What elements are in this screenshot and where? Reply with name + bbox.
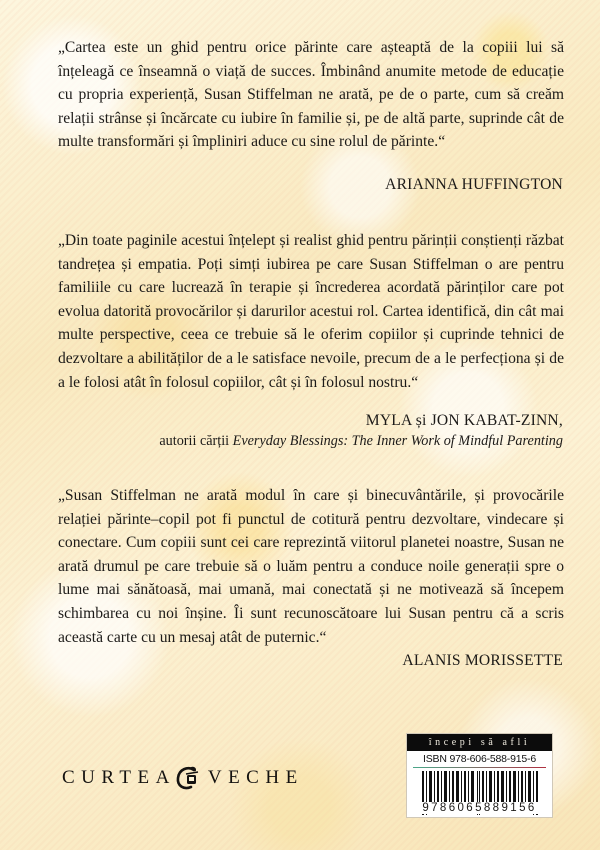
author-note-kabat-zinn [159, 433, 563, 450]
isbn-divider [413, 767, 546, 768]
publisher-name-right: VECHE [207, 767, 304, 788]
quote-huffington: „Cartea este un ghid pentru orice părinte care așteaptă de la copiii lui să înțeleagă ce înseamnă o viață de succes. Îmbinând anumite metode de educație cu propria experiență, Susan Stiffelman ne arată, pe de o parte, cum să creăm relații strânse și încărcate cu iubire în familie și, pe de altă parte, suprinde cât de multe transformări și împliniri aduce cu sine rolul de părinte.“ [58, 39, 564, 151]
isbn-tagline: începi să afli [407, 734, 552, 751]
isbn-barcode-box [406, 733, 553, 818]
quote-author-kabat-zinn: MYLA și JON KABAT-ZINN, [365, 412, 563, 429]
publisher-name-left: CURTEA [62, 767, 176, 788]
barcode-digits: 9786065889156 [422, 802, 537, 814]
quote-kabat-zinn: „Din toate paginile acestui înțelept și realist ghid pentru părinții conștienți răzbat tandrețea și empatia. Poți simți iubirea pe care Susan Stiffelman o are pentru familiile cu care lucrează în terapie și încrederea acordată părinților care pot evolua datorită provocărilor și darurilor acestui rol. Cartea identifică, din cât mai multe perspective, ceea ce trebuie să le oferim copiilor și cuprinde tehnici de dezvoltare a abilităților de a le satisface nevoile, precum de a le perfecționa și de a le folosi atât în folosul copiilor, cât și în folosul nostru.“ [58, 232, 564, 391]
quote-author-morissette: ALANIS MORISSETTE [402, 652, 563, 669]
publisher-logo [62, 764, 304, 792]
quote-author-huffington: ARIANNA HUFFINGTON [385, 176, 563, 193]
isbn-number: ISBN 978-606-588-915-6 [423, 753, 536, 765]
publisher-monogram-icon [174, 764, 202, 792]
quote-morissette: „Susan Stiffelman ne arată modul în care și binecuvântările, și provocările relației părinte–copil pot fi punctul de cotitură pentru dezvoltare, vindecare și conectare. Cum copiii sunt cei care reprezintă viitorul planetei noastre, Susan ne arată drumul pe care trebuie să o luăm pentru a conduce noile generații spre o lume mai sănătoasă, mai umană, mai conectată și ne motivează să începem schimbarea cu noi înșine. Îi sunt recunoscătoare lui Susan pentru că a scris această carte cu un mesaj atât de puternic.“ [58, 487, 564, 646]
author-book-title: Everyday Blessings: The Inner Work of Mindful Parenting [232, 433, 563, 449]
author-note-prefix: autorii cărții [159, 433, 233, 449]
